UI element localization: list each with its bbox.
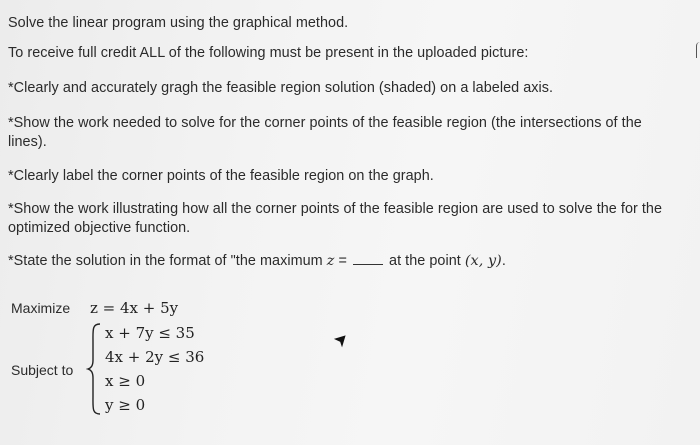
instruction-requirements: To receive full credit ALL of the following must be present in the uploaded picture: xyxy=(8,45,529,61)
solution-format-point: (x, y) xyxy=(464,253,502,269)
instruction-title: Solve the linear program using the graphical method. xyxy=(8,15,349,31)
constraint-2: 4x + 2y ≤ 36 xyxy=(105,348,205,366)
solution-format-eq: = xyxy=(334,253,351,269)
constraint-brace xyxy=(86,322,102,416)
constraint-1: x + 7y ≤ 35 xyxy=(105,324,195,342)
instruction-solution-format xyxy=(8,252,506,271)
edge-bracket-icon xyxy=(696,42,700,58)
answer-blank xyxy=(353,252,383,265)
instruction-objective-work: *Show the work illustrating how all the corner points of the feasible region are used to solve the for the optimized objective function. xyxy=(8,201,663,236)
constraint-4: y ≥ 0 xyxy=(105,396,146,414)
solution-format-suffix: . xyxy=(501,253,506,269)
instruction-corner-work: *Show the work needed to solve for the corner points of the feasible region (the intersections of the lines). xyxy=(8,115,642,150)
constraint-3: x ≥ 0 xyxy=(105,372,146,390)
subject-to-label: Subject to xyxy=(11,362,74,378)
mouse-cursor-icon xyxy=(333,334,347,348)
objective-function: z = 4x + 5y xyxy=(90,299,179,317)
solution-format-var: z xyxy=(326,253,335,269)
instruction-graph: *Clearly and accurately gragh the feasible region solution (shaded) on a labeled axis. xyxy=(8,80,554,96)
solution-format-mid: at the point xyxy=(384,253,465,269)
solution-format-prefix: *State the solution in the format of "the maximum xyxy=(8,253,327,269)
maximize-label: Maximize xyxy=(11,300,71,316)
instruction-label-points: *Clearly label the corner points of the feasible region on the graph. xyxy=(8,168,434,184)
